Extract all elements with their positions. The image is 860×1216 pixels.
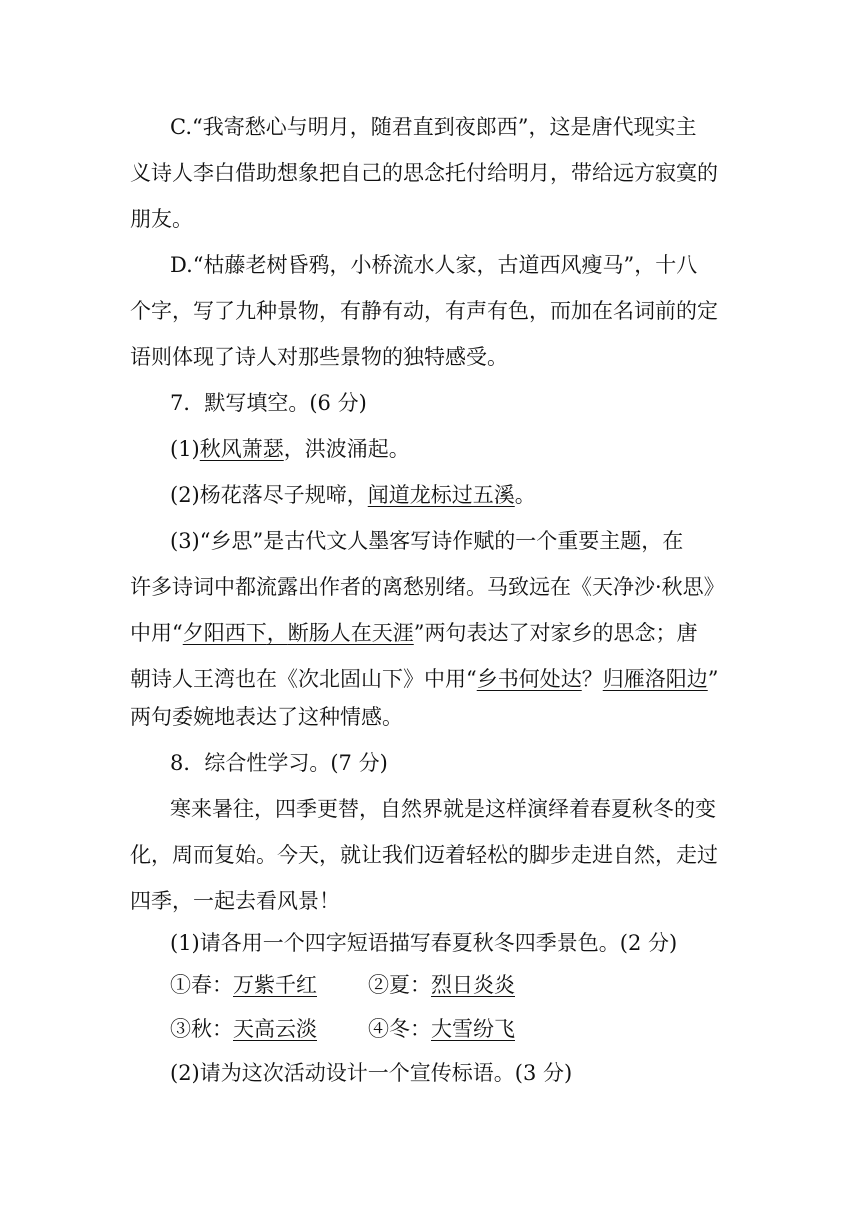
question-8-title: 8．综合性学习。(7 分) <box>170 751 388 775</box>
question-7-part-3-line-5: 两句委婉地表达了这种情感。 <box>130 705 403 729</box>
question-7-part-3-line-4 <box>130 664 718 694</box>
question-7-part-3-line-2: 许多诗词中都流露出作者的离愁别绪。马致远在《天净沙·秋思》 <box>130 575 725 599</box>
season-answer: 烈日炎炎 <box>431 973 515 997</box>
verse-text: (2)杨花落尽子规啼， <box>170 483 368 507</box>
answer-blank: 夕阳西下 <box>182 621 267 645</box>
verse-text: ，洪波涌起。 <box>283 437 410 461</box>
punctuation: 。 <box>514 483 536 507</box>
season-answer: 天高云淡 <box>233 1017 317 1041</box>
text: ”两句表达了对家乡的思念；唐 <box>413 621 698 645</box>
answer-blank: 归雁洛阳边 <box>602 667 708 691</box>
option-c-line-3: 朋友。 <box>130 207 193 231</box>
season-label: ④冬： <box>368 1017 431 1041</box>
question-8-intro-line-1: 寒来暑往，四季更替，自然界就是这样演绎着春夏秋冬的变 <box>170 797 716 821</box>
part-number: (1) <box>170 437 200 461</box>
punctuation: ” <box>707 667 719 691</box>
question-7-part-2 <box>170 480 536 510</box>
season-label: ③秋： <box>170 1017 233 1041</box>
season-label: ②夏： <box>368 973 431 997</box>
answer-punctuation: ， <box>266 621 288 645</box>
question-8-intro-line-3: 四季，一起去看风景！ <box>130 889 340 913</box>
option-d-line-1: D.“枯藤老树昏鸦，小桥流水人家，古道西风瘦马”，十八 <box>170 253 698 277</box>
option-d-line-3: 语则体现了诗人对那些景物的独特感受。 <box>130 345 508 369</box>
season-spring <box>170 970 317 1000</box>
question-7-part-1 <box>170 434 410 464</box>
option-c-line-1: C.“我寄愁心与明月，随君直到夜郎西”，这是唐代现实主 <box>170 115 697 139</box>
answer-blank: 闻道龙标过五溪 <box>367 483 515 507</box>
season-answer: 万紫千红 <box>233 973 317 997</box>
punctuation: ？ <box>581 667 603 691</box>
answer-blank: 秋风萧瑟 <box>199 437 284 461</box>
season-winter <box>368 1014 515 1044</box>
season-autumn <box>170 1014 317 1044</box>
option-d-line-2: 个字，写了九种景物，有静有动，有声有色，而加在名词前的定 <box>130 299 718 323</box>
text: 朝诗人王湾也在《次北固山下》中用“ <box>130 667 477 691</box>
text: 中用“ <box>130 621 183 645</box>
question-8-sub-1: (1)请各用一个四字短语描写春夏秋冬四季景色。(2 分) <box>170 931 678 955</box>
question-7-part-3-line-1: (3)“乡思”是古代文人墨客写诗作赋的一个重要主题，在 <box>170 529 684 553</box>
option-c-line-2: 义诗人李白借助想象把自己的思念托付给明月，带给远方寂寞的 <box>130 161 718 185</box>
question-8-sub-2: (2)请为这次活动设计一个宣传标语。(3 分) <box>170 1061 573 1085</box>
question-8-intro-line-2: 化，周而复始。今天，就让我们迈着轻松的脚步走进自然，走过 <box>130 843 718 867</box>
season-label: ①春： <box>170 973 233 997</box>
question-7-title: 7．默写填空。(6 分) <box>170 391 367 415</box>
answer-blank: 断肠人在天涯 <box>287 621 414 645</box>
season-answer: 大雪纷飞 <box>431 1017 515 1041</box>
answer-blank: 乡书何处达 <box>476 667 582 691</box>
question-7-part-3-line-3 <box>130 618 698 648</box>
season-summer <box>368 970 515 1000</box>
